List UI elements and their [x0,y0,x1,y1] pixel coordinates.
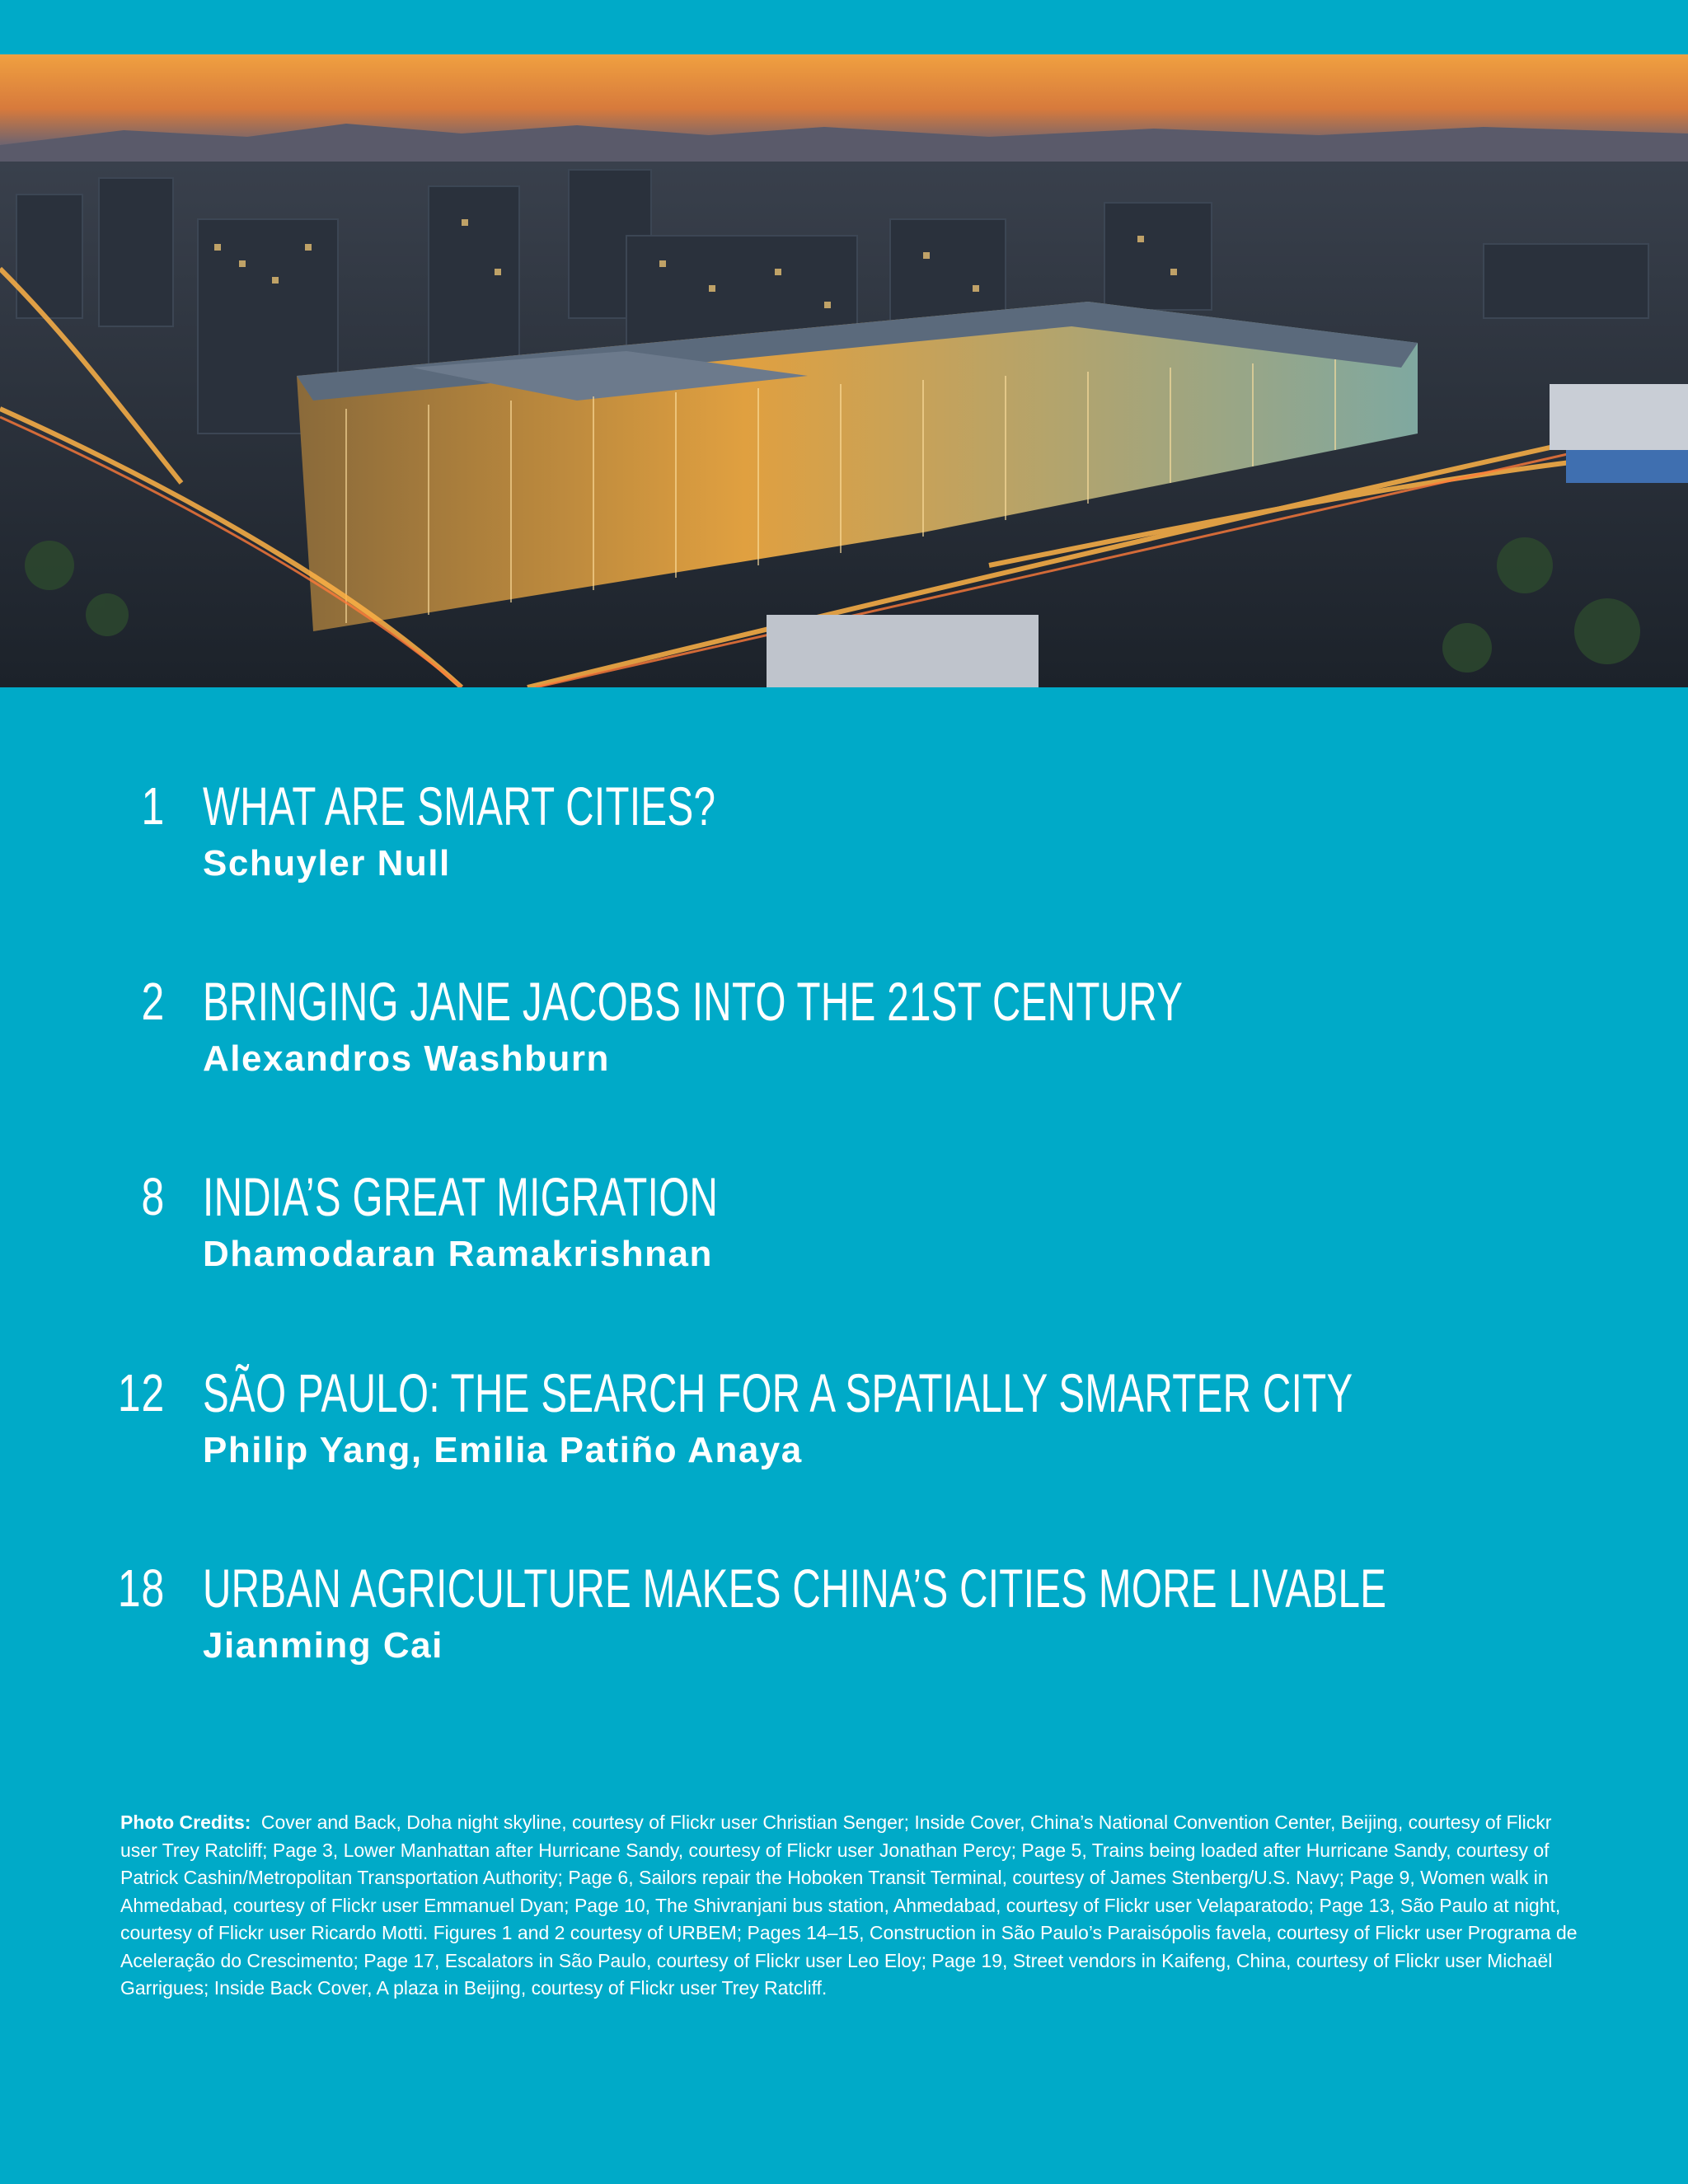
toc-author: Alexandros Washburn [203,1038,610,1079]
toc-author: Dhamodaran Ramakrishnan [203,1234,713,1274]
toc-title: SÃO PAULO: THE SEARCH FOR A SPATIALLY SMARTER CITY [203,1362,1353,1423]
toc-title: URBAN AGRICULTURE MAKES CHINA’S CITIES MORE LIVABLE [203,1558,1387,1619]
toc-entry[interactable] [0,773,1688,938]
toc-entry[interactable] [0,1360,1688,1525]
photo-credits-label: Photo Credits: [120,1811,251,1833]
photo-credits [120,1809,1579,2003]
toc-entry[interactable] [0,1555,1688,1720]
city-convention-center-photo [0,54,1688,687]
toc-title: INDIA’S GREAT MIGRATION [203,1166,719,1227]
toc-page-number: 8 [141,1167,165,1226]
top-color-band [0,0,1688,54]
photo-credits-text: Cover and Back, Doha night skyline, courtesy of Flickr user Christian Senger; Inside Cover, China’s National Convention Center, Beijing, courtesy of Flickr user Trey Ratcliff; Page 3, Lower Manhattan after Hurricane Sandy, courtesy of Flickr user Jonathan Percy; Page 5, Trains being loaded after Hurricane Sandy, courtesy of Patrick Cashin/Metropolitan Transportation Authority; Page 6, Sailors repair the Hoboken Transit Terminal, courtesy of James Stenberg/U.S. Navy; Page 9, Women walk in Ahmedabad, courtesy of Flickr user Emmanuel Dyan; Page 10, The Shivranjani bus station, Ahmedabad, courtesy of Flickr user Velaparatodo; Page 13, São Paulo at night, courtesy of Flickr user Ricardo Motti. Figures 1 and 2 courtesy of URBEM; Pages 14–15, Construction in São Paulo’s Paraisópolis favela, courtesy of Flickr user Programa de Aceleração do Crescimento; Page 17, Escalators in São Paulo, courtesy of Flickr user Leo Eloy; Page 19, Street vendors in Kaifeng, China, courtesy of Flickr user Michaël Garrigues; Inside Back Cover, A plaza in Beijing, courtesy of Flickr user Trey Ratcliff. [120,1811,1578,1999]
toc-author: Jianming Cai [203,1625,443,1666]
toc-entry[interactable] [0,968,1688,1133]
toc-page-number: 18 [117,1558,165,1618]
toc-author: Philip Yang, Emilia Patiño Anaya [203,1430,803,1470]
photo-illustration [0,54,1688,687]
toc-author: Schuyler Null [203,843,451,883]
toc-title: BRINGING JANE JACOBS INTO THE 21ST CENTURY [203,971,1184,1032]
toc-page-number: 1 [141,776,165,836]
toc-entry[interactable] [0,1164,1688,1329]
toc-page-number: 2 [141,972,165,1031]
toc-page-number: 12 [117,1363,165,1422]
toc-title: WHAT ARE SMART CITIES? [203,776,716,837]
